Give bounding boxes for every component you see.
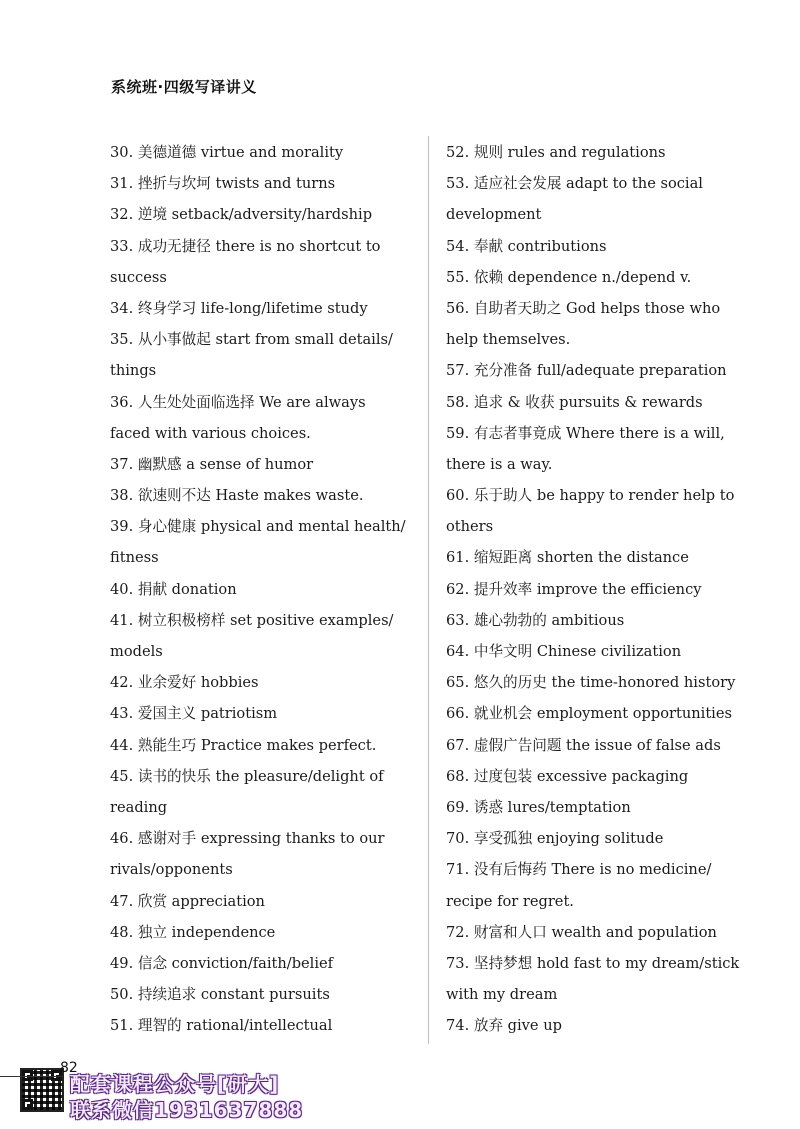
column-divider	[428, 136, 429, 1044]
vocab-line: 51. 理智的 rational/intellectual	[110, 1017, 333, 1035]
vocab-line: 65. 悠久的历史 the time-honored history	[446, 674, 736, 692]
vocab-line: 66. 就业机会 employment opportunities	[446, 705, 732, 723]
page-number: 82	[60, 1060, 78, 1076]
vocab-line: rivals/opponents	[110, 861, 233, 879]
vocab-line: 70. 享受孤独 enjoying solitude	[446, 830, 664, 848]
vocab-line: 36. 人生处处面临选择 We are always	[110, 393, 366, 411]
vocab-line: 59. 有志者事竟成 Where there is a will,	[446, 424, 725, 442]
vocab-line: 57. 充分准备 full/adequate preparation	[446, 362, 727, 380]
vocab-line: things	[110, 362, 157, 380]
vocab-line: 58. 追求 & 收获 pursuits & rewards	[446, 393, 703, 411]
promo-line-2: 联系微信1931637888	[70, 1098, 304, 1122]
vocab-line: 72. 财富和人口 wealth and population	[446, 923, 717, 941]
vocab-line: 31. 挫折与坎坷 twists and turns	[110, 175, 336, 193]
vocab-line: 67. 虚假广告问题 the issue of false ads	[446, 736, 721, 754]
vocab-line: 50. 持续追求 constant pursuits	[110, 986, 330, 1004]
vocab-line: 47. 欣赏 appreciation	[110, 892, 265, 910]
vocab-line: 74. 放弃 give up	[446, 1017, 562, 1035]
vocab-line: fitness	[110, 549, 159, 567]
vocab-line: success	[110, 268, 167, 286]
vocab-line: 48. 独立 independence	[110, 923, 276, 941]
vocab-line: 45. 读书的快乐 the pleasure/delight of	[110, 767, 384, 785]
vocab-line: 49. 信念 conviction/faith/belief	[110, 954, 334, 972]
vocab-line: there is a way.	[446, 455, 553, 473]
vocab-line: others	[446, 518, 494, 536]
vocab-line: 60. 乐于助人 be happy to render help to	[446, 487, 735, 505]
vocab-line: help themselves.	[446, 331, 571, 349]
vocab-line: 63. 雄心勃勃的 ambitious	[446, 611, 625, 629]
vocab-line: 54. 奉献 contributions	[446, 237, 607, 255]
right-column	[446, 142, 746, 1046]
vocab-line: 34. 终身学习 life-long/lifetime study	[110, 299, 368, 317]
vocab-line: 71. 没有后悔药 There is no medicine/	[446, 861, 712, 879]
vocab-line: 39. 身心健康 physical and mental health/	[110, 518, 406, 536]
vocab-line: 62. 提升效率 improve the efficiency	[446, 580, 702, 598]
vocab-line: 64. 中华文明 Chinese civilization	[446, 643, 682, 660]
vocab-line: development	[446, 206, 542, 224]
vocab-line: 32. 逆境 setback/adversity/hardship	[110, 206, 373, 224]
page-header: 系统班·四级写译讲义	[111, 78, 257, 96]
vocab-line: 38. 欲速则不达 Haste makes waste.	[110, 487, 364, 505]
promo-line-1: 配套课程公众号[研大]	[70, 1072, 280, 1096]
vocab-line: 61. 缩短距离 shorten the distance	[446, 549, 689, 567]
vocab-line: 37. 幽默感 a sense of humor	[110, 455, 314, 473]
vocab-line: models	[110, 643, 163, 660]
vocab-line: 42. 业余爱好 hobbies	[110, 674, 259, 692]
vocab-line: with my dream	[446, 986, 558, 1004]
vocab-line: 40. 捐献 donation	[110, 580, 237, 598]
vocab-line: recipe for regret.	[446, 892, 574, 910]
vocab-line: 43. 爱国主义 patriotism	[110, 705, 278, 723]
qr-code	[20, 1068, 64, 1112]
vocab-line: reading	[110, 798, 168, 816]
vocab-line: 68. 过度包装 excessive packaging	[446, 767, 689, 785]
vocab-line: 30. 美德道德 virtue and morality	[110, 144, 344, 161]
vocab-line: 33. 成功无捷径 there is no shortcut to	[110, 237, 381, 255]
vocab-line: 41. 树立积极榜样 set positive examples/	[110, 611, 394, 629]
vocab-line: 55. 依赖 dependence n./depend v.	[446, 268, 692, 286]
vocab-line: 52. 规则 rules and regulations	[446, 144, 666, 161]
vocab-line: 44. 熟能生巧 Practice makes perfect.	[110, 736, 377, 754]
footer-rule	[0, 1076, 62, 1077]
vocab-line: 35. 从小事做起 start from small details/	[110, 331, 393, 349]
vocab-line: faced with various choices.	[110, 424, 311, 442]
vocab-line: 46. 感谢对手 expressing thanks to our	[110, 830, 385, 848]
vocab-line: 53. 适应社会发展 adapt to the social	[446, 175, 703, 193]
vocab-line: 73. 坚持梦想 hold fast to my dream/stick	[446, 954, 740, 972]
vocab-line: 69. 诱惑 lures/temptation	[446, 798, 631, 816]
vocab-line: 56. 自助者天助之 God helps those who	[446, 299, 721, 317]
left-column	[110, 142, 410, 1046]
